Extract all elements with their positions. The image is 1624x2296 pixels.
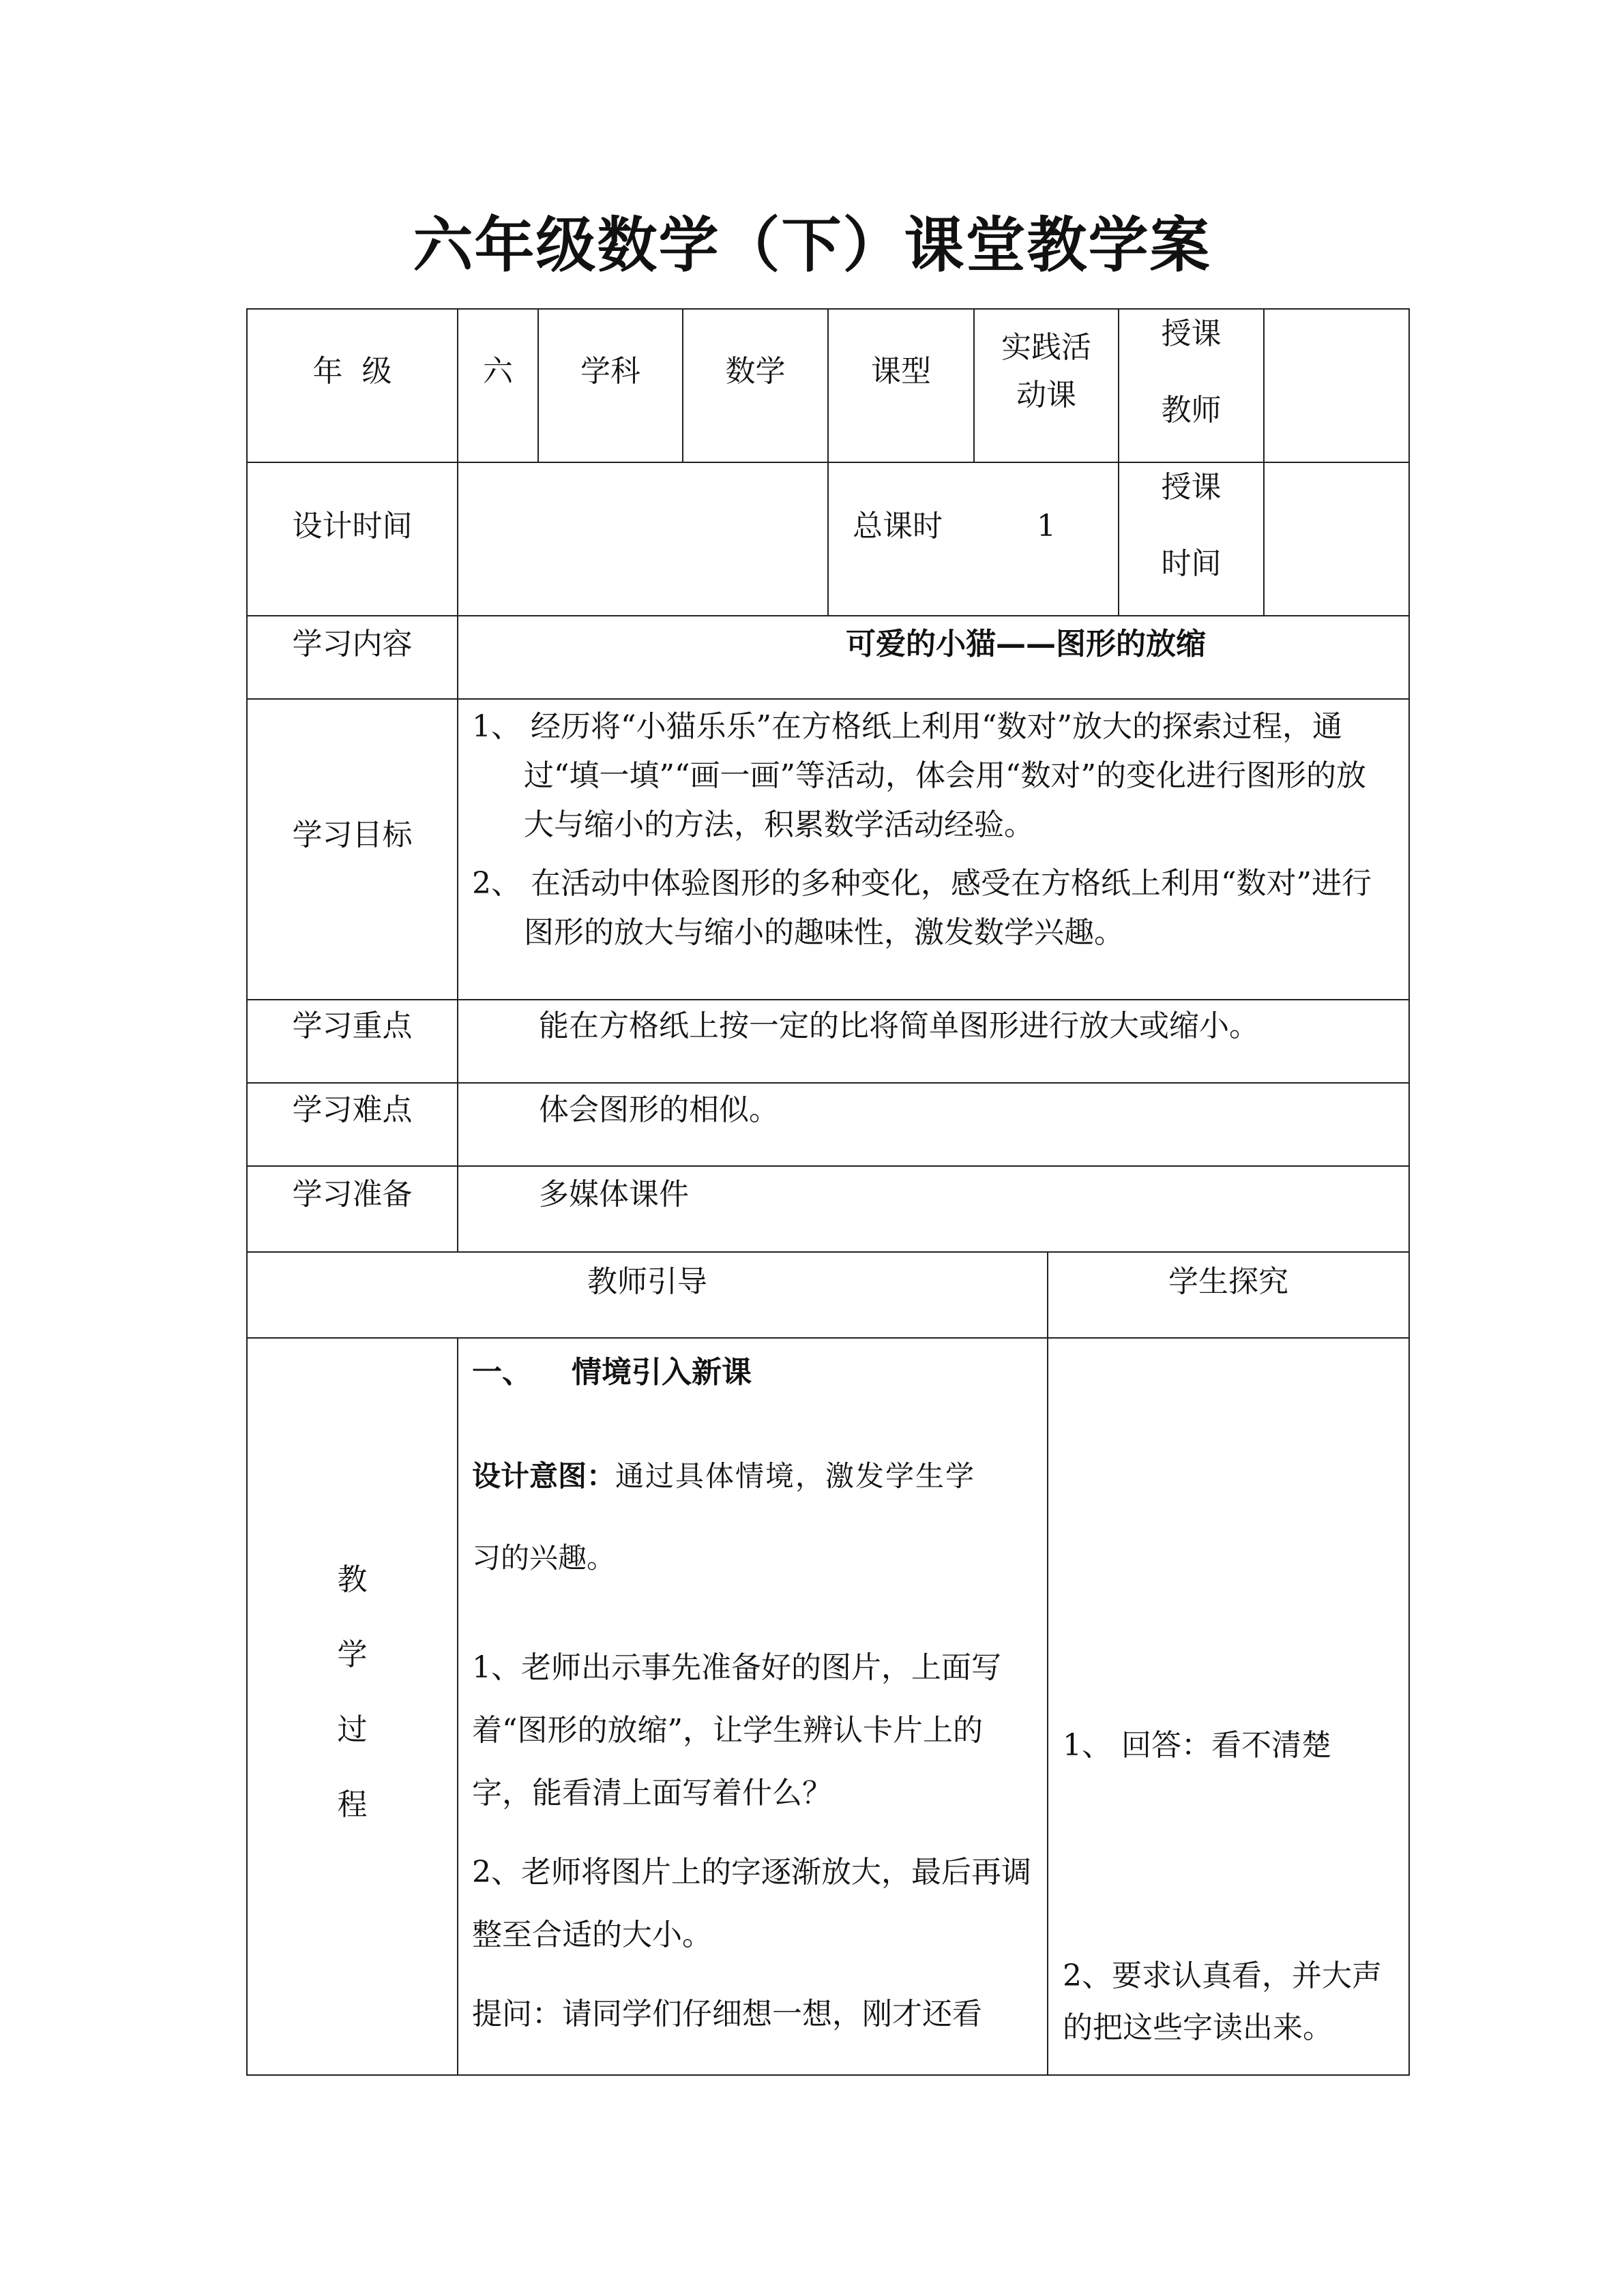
teacher-steps — [472, 1637, 1038, 2046]
difficulty-label: 学习难点 — [292, 1092, 413, 1127]
section-number: 一、 — [472, 1355, 532, 1390]
design-intent-label: 设计意图： — [472, 1459, 616, 1493]
student-answer-2: 2、要求认真看，并大声的把这些字读出来。 — [1063, 1958, 1382, 2045]
design-intent — [472, 1435, 1038, 1599]
lesson-type-value-line1: 实践活 — [1001, 330, 1091, 365]
total-hours-value: 1 — [1037, 509, 1056, 543]
total-hours-label: 总课时 — [853, 509, 943, 543]
goal-item-1: 1、 经历将“小猫乐乐”在方格纸上利用“数对”放大的探索过程，通过“填一填”“画一画”等活动，体会用“数对”的变化进行图形的放大与缩小的方法，积累数学活动经验。 — [472, 709, 1366, 842]
content-value: 可爱的小猫——图形的放缩 — [846, 627, 1206, 661]
difficulty-value: 体会图形的相似。 — [539, 1092, 779, 1127]
content-label: 学习内容 — [292, 627, 413, 661]
row-divider — [246, 698, 1410, 700]
row-divider — [246, 1337, 1410, 1339]
goals-label: 学习目标 — [292, 818, 413, 852]
process-label-char: 过 — [337, 1712, 368, 1747]
design-intent-line2: 习的兴趣。 — [472, 1541, 616, 1575]
subject-label: 学科 — [580, 354, 640, 389]
lesson-type-value-line2: 动课 — [1016, 378, 1076, 413]
lesson-type-label: 课型 — [871, 354, 931, 389]
subject-value: 数学 — [725, 354, 786, 389]
preparation-value: 多媒体课件 — [539, 1177, 689, 1212]
col-divider — [1047, 1251, 1048, 2076]
design-intent-line1 — [472, 1435, 1038, 1517]
teacher-label-line1: 授课 — [1161, 316, 1222, 351]
teacher-guide-header: 教师引导 — [587, 1264, 707, 1299]
row-divider — [246, 2074, 1410, 2076]
col-divider — [1263, 308, 1265, 616]
design-intent-text: 通过具体情境，激发学生学 — [615, 1459, 976, 1493]
student-answer-1: 1、 回答：看不清楚 — [1063, 1728, 1331, 1763]
key-point-label: 学习重点 — [292, 1009, 413, 1043]
row-divider — [246, 1082, 1410, 1084]
step-2: 2、老师将图片上的字逐渐放大，最后再调整至合适的大小。 — [472, 1855, 1031, 1952]
question: 提问：请同学们仔细想一想，刚才还看 — [472, 1997, 982, 2031]
design-time-label: 设计时间 — [292, 509, 413, 543]
preparation-label: 学习准备 — [292, 1177, 413, 1212]
row-divider — [246, 999, 1410, 1000]
page-title: 六年级数学（下）课堂教学案 — [413, 210, 1211, 280]
process-label-char: 教 — [337, 1562, 368, 1597]
class-time-label-line2: 时间 — [1161, 546, 1222, 581]
section-title: 情境引入新课 — [572, 1355, 752, 1390]
goal-item-2: 2、 在活动中体验图形的多种变化，感受在方格纸上利用“数对”进行图形的放大与缩小的趣味性，激发数学兴趣。 — [472, 866, 1372, 950]
process-label-char: 程 — [337, 1787, 368, 1822]
key-point-value: 能在方格纸上按一定的比将简单图形进行放大或缩小。 — [539, 1009, 1259, 1043]
step-1: 1、老师出示事先准备好的图片，上面写着“图形的放缩”，让学生辨认卡片上的字，能看清上面写着什么？ — [472, 1650, 1001, 1810]
col-divider — [457, 308, 458, 1253]
col-divider — [457, 1337, 458, 2076]
process-label-char: 学 — [337, 1637, 368, 1672]
col-divider — [1408, 308, 1410, 2076]
row-divider — [246, 1251, 1410, 1253]
teacher-label-line2: 教师 — [1161, 393, 1222, 428]
grade-value: 六 — [483, 354, 513, 389]
student-explore-header: 学生探究 — [1168, 1264, 1288, 1299]
row-divider — [246, 1165, 1410, 1167]
grade-label: 年 级 — [312, 354, 392, 389]
class-time-label-line1: 授课 — [1161, 470, 1222, 505]
goals-list — [472, 702, 1386, 957]
